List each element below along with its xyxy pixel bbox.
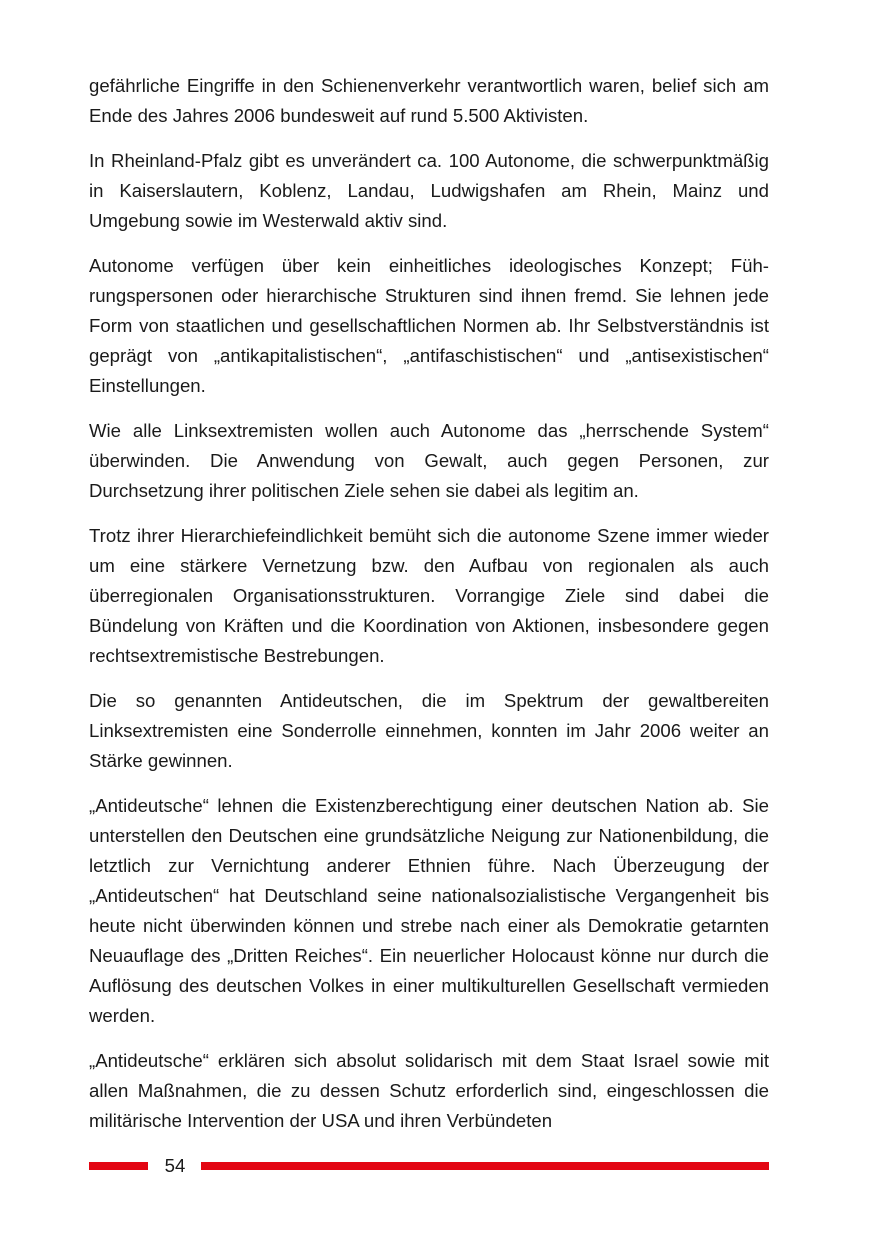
body-text bbox=[89, 71, 769, 1151]
paragraph: „Antideutsche“ lehnen die Existenzberechtigung einer deutschen Nation ab. Sie unterstellen den Deutschen eine grundsätzliche Neigung zur Nationenbildung, die letztlich zur Vernichtung anderer Ethnien führe. Nach Überzeugung der „Antideutschen“ hat Deutschland seine nationalsozialistische Vergangenheit bis heute nicht überwinden können und strebe nach einer als Demokratie getarnten Neuauflage des „Dritten Reiches“. Ein neuerlicher Holocaust könne nur durch die Auflösung des deutschen Volkes in einer multikulturellen Gesellschaft vermieden werden. bbox=[89, 795, 769, 1026]
footer-rule-right bbox=[201, 1162, 769, 1170]
page-number: 54 bbox=[164, 1155, 186, 1176]
paragraph: Trotz ihrer Hierarchiefeindlichkeit bemüht sich die autonome Szene immer wieder um eine stärkere Vernetzung bzw. den Aufbau von regionalen als auch überregionalen Organisationsstrukturen. Vorrangige Ziele sind dabei die Bündelung von Kräften und die Koordination von Aktionen, insbesondere gegen rechtsextremistische Bestrebungen. bbox=[89, 525, 769, 666]
footer-rule-left bbox=[89, 1162, 148, 1170]
paragraph: gefährliche Eingriffe in den Schienenverkehr verantwortlich waren, belief sich am Ende des Jahres 2006 bundesweit auf rund 5.500 Aktivisten. bbox=[89, 75, 769, 126]
paragraph: Autonome verfügen über kein einheitliches ideologisches Konzept; Führungspersonen oder hierarchische Strukturen sind ihnen fremd. Sie lehnen jede Form von staatlichen und gesellschaftlichen Normen ab. Ihr Selbstverständnis ist geprägt von „antikapitalistischen“, „antifaschistischen“ und „antisexistischen“ Einstellungen. bbox=[89, 255, 769, 396]
paragraph: Die so genannten Antideutschen, die im Spektrum der gewaltbereiten Linksextremisten eine Sonderrolle einnehmen, konnten im Jahr 2006 weiter an Stärke gewinnen. bbox=[89, 690, 769, 771]
paragraph: Wie alle Linksextremisten wollen auch Autonome das „herrschende System“ überwinden. Die Anwendung von Gewalt, auch gegen Personen, zur Durchsetzung ihrer politischen Ziele sehen sie dabei als legitim an. bbox=[89, 420, 769, 501]
paragraph: „Antideutsche“ erklären sich absolut solidarisch mit dem Staat Israel sowie mit allen Maßnahmen, die zu dessen Schutz erforderlich sind, eingeschlossen die militärische Intervention der USA und ihren Verbündeten bbox=[89, 1050, 769, 1131]
page-footer bbox=[89, 1153, 769, 1181]
paragraph: In Rheinland-Pfalz gibt es unverändert ca. 100 Autonome, die schwerpunktmäßig in Kaiserslautern, Koblenz, Landau, Ludwigshafen am Rhein, Mainz und Umgebung sowie im Westerwald aktiv sind. bbox=[89, 150, 769, 231]
